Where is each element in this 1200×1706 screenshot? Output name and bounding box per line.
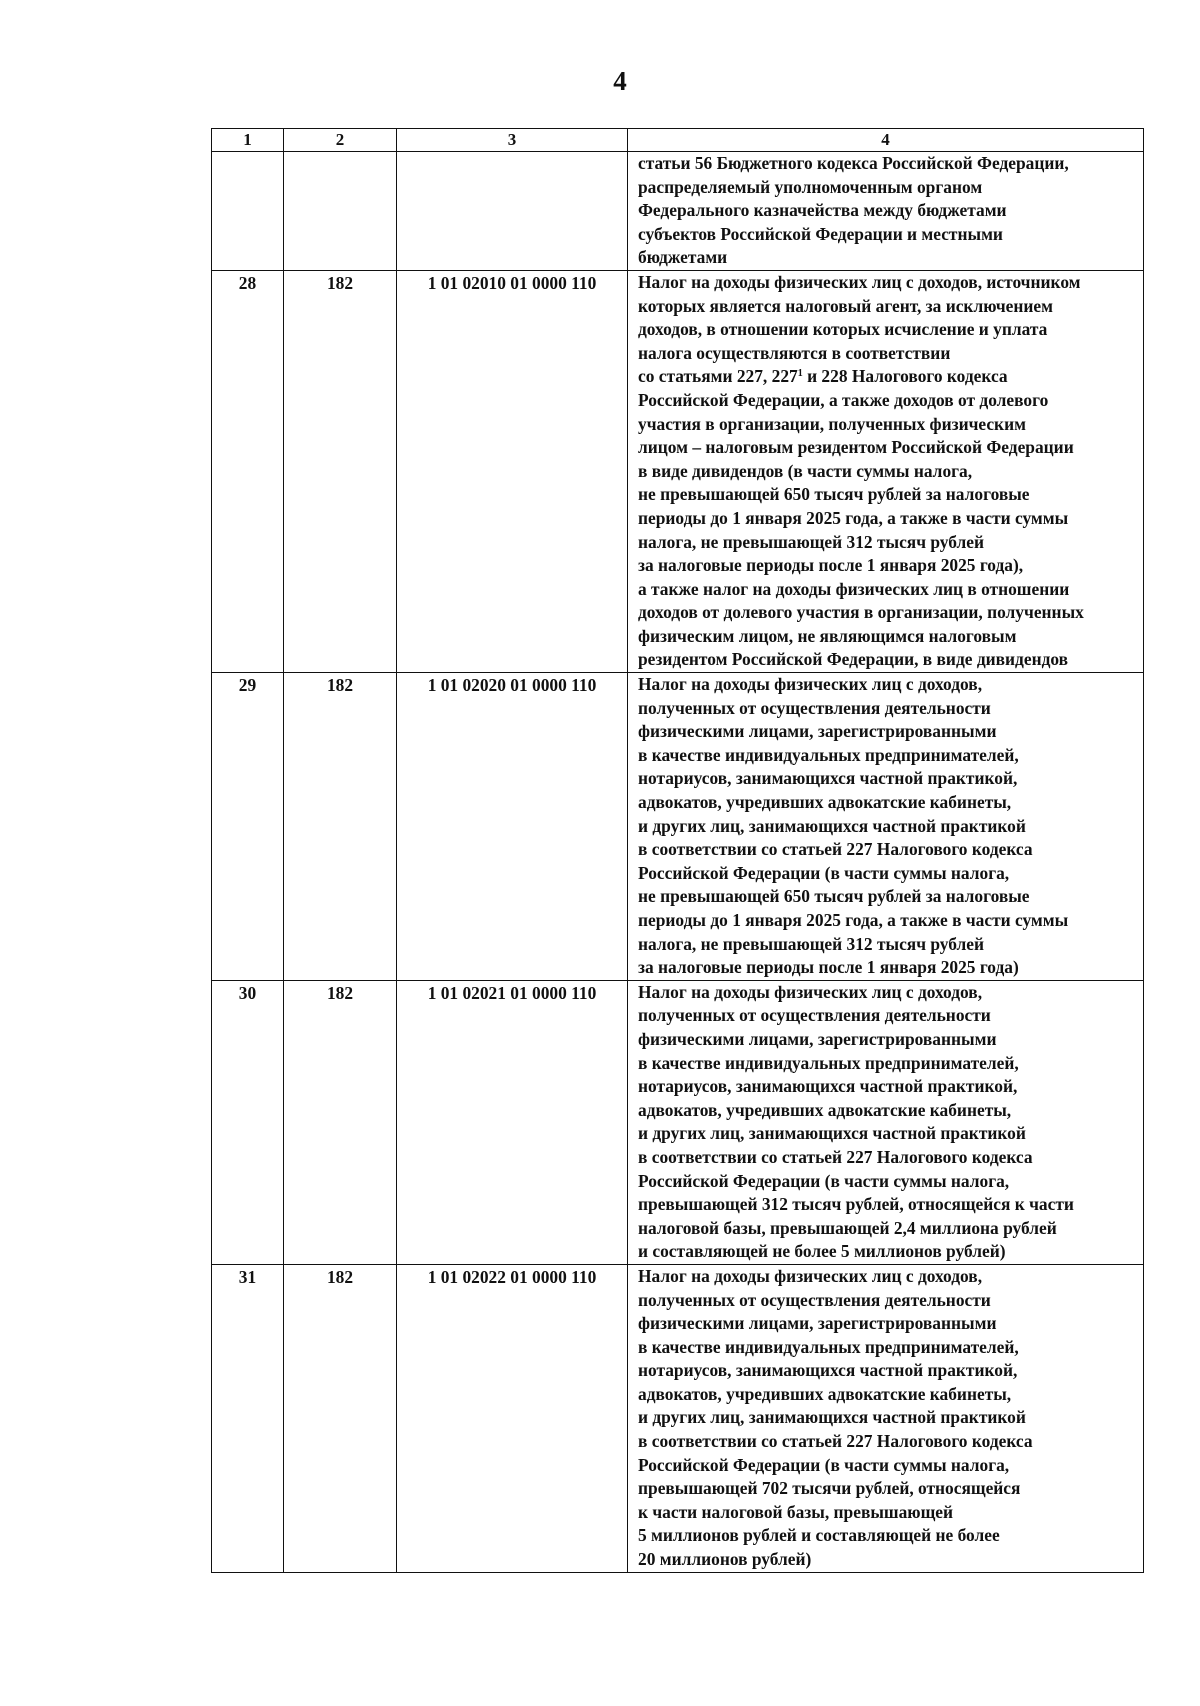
footnote-superscript: 1 xyxy=(797,368,803,380)
kbk-code-cell xyxy=(397,152,628,271)
row-number-cell: 29 xyxy=(212,673,284,981)
kbk-code-cell: 1 01 02010 01 0000 110 xyxy=(397,270,628,672)
admin-code-cell: 182 xyxy=(284,980,397,1264)
description-cell xyxy=(628,270,1144,672)
table-row-continuation xyxy=(212,152,1144,271)
table-row xyxy=(212,1264,1144,1572)
admin-code-cell: 182 xyxy=(284,1264,397,1572)
page-number: 4 xyxy=(613,66,627,96)
row-number-cell: 31 xyxy=(212,1264,284,1572)
table-row xyxy=(212,270,1144,672)
row-number-cell: 30 xyxy=(212,980,284,1264)
admin-code-cell: 182 xyxy=(284,270,397,672)
table-row xyxy=(212,980,1144,1264)
header-col-1: 1 xyxy=(212,129,284,152)
table-row xyxy=(212,673,1144,981)
description-cell: статьи 56 Бюджетного кодекса Российской Федерации, распределяемый уполномоченным органом Федерального казначейства между бюджетами субъектов Российской Федерации и местными бюджетами xyxy=(628,152,1144,271)
header-col-4: 4 xyxy=(628,129,1144,152)
row-number-cell: 28 xyxy=(212,270,284,672)
description-cell: Налог на доходы физических лиц с доходов, полученных от осуществления деятельности физическими лицами, зарегистрированными в качестве индивидуальных предпринимателей, нотариусов, занимающихся частной практикой, адвокатов, учредивших адвокатские кабинеты, и других лиц, занимающихся частной практикой в соответствии со статьей 227 Налогового кодекса Российской Федерации (в части суммы налога, не превышающей 650 тысяч рублей за налоговые периоды до 1 января 2025 года, а также в части суммы налога, не превышающей 312 тысяч рублей за налоговые периоды после 1 января 2025 года) xyxy=(628,673,1144,981)
description-cell: Налог на доходы физических лиц с доходов, полученных от осуществления деятельности физическими лицами, зарегистрированными в качестве индивидуальных предпринимателей, нотариусов, занимающихся частной практикой, адвокатов, учредивших адвокатские кабинеты, и других лиц, занимающихся частной практикой в соответствии со статьей 227 Налогового кодекса Российской Федерации (в части суммы налога, превышающей 702 тысячи рублей, относящейся к части налоговой базы, превышающей 5 миллионов рублей и составляющей не более 20 миллионов рублей) xyxy=(628,1264,1144,1572)
revenue-classification-table xyxy=(211,128,1144,1573)
header-col-3: 3 xyxy=(397,129,628,152)
header-col-2: 2 xyxy=(284,129,397,152)
kbk-code-cell: 1 01 02020 01 0000 110 xyxy=(397,673,628,981)
admin-code-cell xyxy=(284,152,397,271)
description-text-part-1: Налог на доходы физических лиц с доходов, источником которых является налоговый агент, за исключением доходов, в отношении которых исчисление и уплата налога осуществляются в соответствии со статьями 227, 227 xyxy=(638,271,1081,387)
description-text-part-2: и 228 Налогового кодекса Российской Федерации, а также доходов от долевого участия в организации, полученных физическим лицом – налоговым резидентом Российской Федерации в виде дивидендов (в части суммы налога, не превышающей 650 тысяч рублей за налоговые периоды до 1 января 2025 года, а также в части суммы налога, не превышающей 312 тысяч рублей за налоговые периоды после 1 января 2025 года), а также налог на доходы физических лиц в отношении доходов от долевого участия в организации, полученных физическим лицом, не являющимся налоговым резидентом Российской Федерации, в виде дивидендов xyxy=(638,366,1084,670)
kbk-code-cell: 1 01 02022 01 0000 110 xyxy=(397,1264,628,1572)
table-header-row xyxy=(212,129,1144,152)
admin-code-cell: 182 xyxy=(284,673,397,981)
kbk-code-cell: 1 01 02021 01 0000 110 xyxy=(397,980,628,1264)
row-number-cell xyxy=(212,152,284,271)
description-cell: Налог на доходы физических лиц с доходов, полученных от осуществления деятельности физическими лицами, зарегистрированными в качестве индивидуальных предпринимателей, нотариусов, занимающихся частной практикой, адвокатов, учредивших адвокатские кабинеты, и других лиц, занимающихся частной практикой в соответствии со статьей 227 Налогового кодекса Российской Федерации (в части суммы налога, превышающей 312 тысяч рублей, относящейся к части налоговой базы, превышающей 2,4 миллиона рублей и составляющей не более 5 миллионов рублей) xyxy=(628,980,1144,1264)
